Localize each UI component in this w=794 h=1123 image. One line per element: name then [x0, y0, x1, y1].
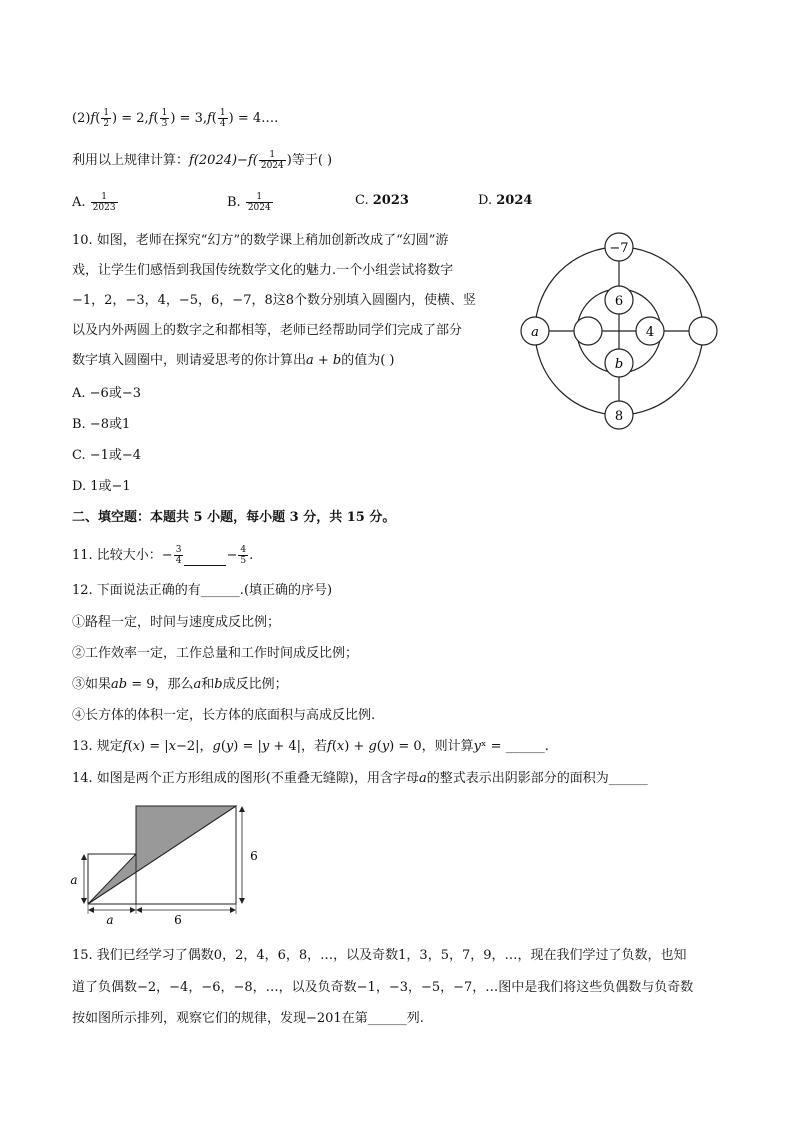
q12-line-4: ③如果𝑎𝑏 = 9，那么𝑎和𝑏成反比例； [72, 677, 288, 692]
q10-line-2: 戏，让学生们感悟到我国传统数学文化的魅力.一个小组尝试将数字 [72, 263, 454, 278]
node-bottom [605, 401, 633, 429]
node-inner-top [605, 286, 633, 314]
q10-line-5: 数字填入圆圈中，则请爱思考的你计算出𝑎 + 𝑏的值为( ) [72, 353, 395, 368]
svg-text:b: b [614, 357, 624, 372]
svg-text:6: 6 [614, 294, 624, 309]
label-6-right: 6 [250, 849, 258, 863]
q9-option-b[interactable]: B. $\frac{1}{2024}$ [227, 192, 271, 213]
two-squares-diagram [66, 798, 266, 928]
q15-line-1: 15. 我们已经学习了偶数0，2，4，6，8，…，以及奇数1，3，5，7，9，…，现在我们学过了负数，也知 [72, 948, 687, 963]
node-inner-left [574, 317, 602, 345]
fraction: $\frac{4}{5}$ [240, 545, 247, 566]
q10-line-4: 以及内外两圆上的数字之和都相等，老师已经帮助同学们完成了部分 [72, 323, 463, 338]
q10-option-b[interactable]: B. −8或1 [72, 417, 131, 432]
node-right [689, 317, 717, 345]
section-title: 二、填空题：本题共 5 小题，每小题 3 分，共 15 分。 [72, 510, 396, 525]
q9-prefix: (2) [72, 111, 91, 126]
q12-line-1: 12. 下面说法正确的有______.(填正确的序号) [72, 583, 333, 598]
q12-line-3: ②工作效率一定，工作总量和工作时间成反比例； [72, 646, 359, 661]
q11-answer-blank[interactable] [184, 551, 226, 566]
node-inner-bottom [605, 349, 633, 377]
fraction: $\frac{1}{2024}$ [260, 150, 284, 171]
q15-line-3: 按如图所示排列，观察它们的规律，发现−201在第______列. [72, 1011, 424, 1026]
q11: 11. 比较大小：− $\frac{3}{4}$ − $\frac{4}{5}$ . [72, 545, 254, 566]
q12-line-5: ④长方体的体积一定，长方体的底面积与高成反比例. [72, 708, 376, 723]
q9-option-c[interactable]: C. 2023 [355, 193, 409, 208]
q9-given-equations: (2)f( $\frac{1}{2}$ ) = 2,f( $\frac{1}{3}$ ) = 3,f( $\frac{1}{4}$ ) = 4…. [72, 108, 279, 129]
q14: 14. 如图是两个正方形组成的图形(不重叠无缝隙)，用含字母𝑎的整式表示出阴影部分的面积为______ [72, 771, 648, 786]
node-inner-right [636, 317, 664, 345]
q10-option-c[interactable]: C. −1或−4 [72, 448, 142, 463]
svg-text:4: 4 [645, 325, 655, 340]
q12-line-2: ①路程一定，时间与速度成反比例； [72, 615, 281, 630]
fraction: $\frac{3}{4}$ [175, 545, 182, 566]
q15-line-2: 道了负偶数−2，−4，−6，−8，…，以及负奇数−1，−3，−5，−7，…图中是我们将这些负偶数与负奇数 [72, 980, 694, 995]
node-left [521, 317, 549, 345]
q9-option-d[interactable]: D. 2024 [478, 193, 533, 208]
fraction: $\frac{1}{4}$ [219, 108, 226, 129]
svg-text:a: a [531, 325, 539, 340]
fraction: $\frac{1}{3}$ [161, 108, 168, 129]
fraction: $\frac{1}{2}$ [103, 108, 110, 129]
q13: 13. 规定𝑓(𝑥) = |𝑥−2|，𝑔(𝑦) = |𝑦 + 4|，若𝑓(𝑥) + 𝑔(𝑦) = 0，则计算𝑦ˣ = ______. [72, 739, 549, 754]
svg-text:8: 8 [614, 409, 624, 424]
label-a-bottom: a [106, 913, 114, 927]
node-top [605, 233, 633, 261]
q9-option-a[interactable]: A. $\frac{1}{2023}$ [72, 192, 116, 213]
q10-option-d[interactable]: D. 1或−1 [72, 479, 131, 494]
q10-option-a[interactable]: A. −6或−3 [72, 386, 141, 401]
q9-question: 利用以上规律计算：f(2024)−f( $\frac{1}{2024}$ )等于( ) [72, 150, 333, 171]
fraction: $\frac{1}{2023}$ [92, 192, 116, 213]
q10-line-3: −1，2，−3，4，−5，6，−7，8这8个数分别填入圆圈内，使横、竖 [72, 293, 477, 308]
svg-text:−7: −7 [609, 241, 629, 256]
label-6-bottom: 6 [174, 913, 182, 927]
label-a-left: a [70, 873, 78, 887]
magic-circle-diagram [515, 230, 725, 435]
fraction: $\frac{1}{2024}$ [247, 192, 271, 213]
q10-line-1: 10. 如图，老师在探究“幻方”的数学课上稍加创新改成了“幻圆”游 [72, 233, 449, 248]
